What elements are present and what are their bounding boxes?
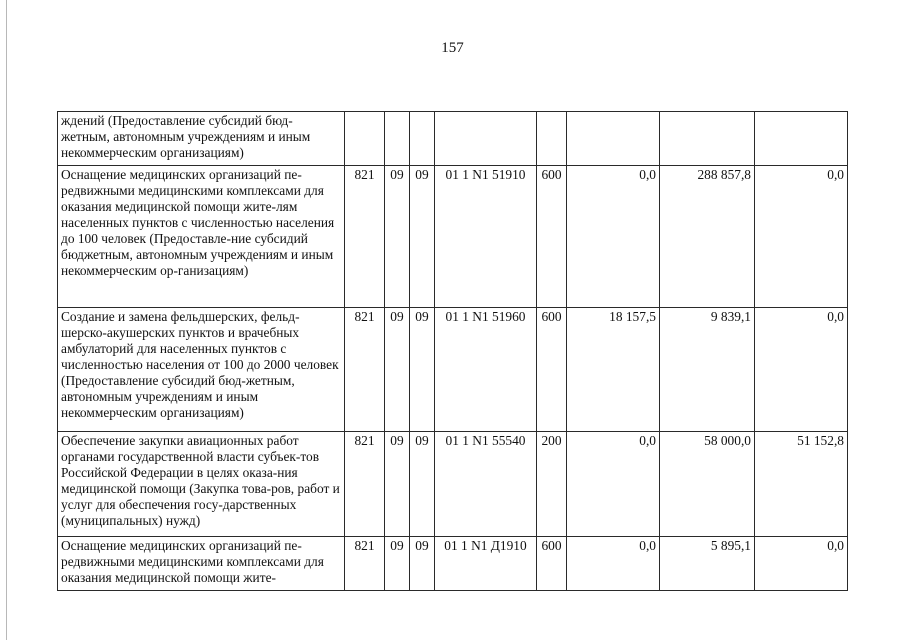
cell-ministry (345, 112, 385, 166)
cell-target-article: 01 1 N1 Д1910 (435, 537, 537, 591)
table-row (58, 432, 848, 537)
cell-description: ждений (Предоставление субсидий бюд-жетным, автономным учреждениям и иным некоммерческим организациям) (58, 112, 345, 166)
cell-amount-3: 0,0 (755, 537, 848, 591)
cell-description: Создание и замена фельдшерских, фельд-шерско-акушерских пунктов и врачебных амбулаторий для населенных пунктов с численностью населения от 100 до 2000 человек (Предоставление субсидий бюд-жетным, автономным учреждениям и иным некоммерческим организациям) (58, 308, 345, 432)
cell-ministry: 821 (345, 432, 385, 537)
cell-description: Оснащение медицинских организаций пе-редвижными медицинскими комплексами для оказания медицинской помощи жите- (58, 537, 345, 591)
cell-amount-1: 0,0 (567, 537, 660, 591)
cell-amount-1: 18 157,5 (567, 308, 660, 432)
cell-target-article: 01 1 N1 51910 (435, 166, 537, 308)
cell-amount-2 (660, 112, 755, 166)
cell-amount-1 (567, 112, 660, 166)
page-left-edge (6, 0, 7, 640)
cell-amount-1: 0,0 (567, 432, 660, 537)
cell-amount-2: 5 895,1 (660, 537, 755, 591)
table-row (58, 537, 848, 591)
cell-amount-2: 58 000,0 (660, 432, 755, 537)
cell-description: Оснащение медицинских организаций пе-редвижными медицинскими комплексами для оказания медицинской помощи жите-лям населенных пунктов с численностью населения до 100 человек (Предоставле-ние субсидий бюджетным, автономным учреждениям и иным некоммерческим ор-ганизациям) (58, 166, 345, 308)
cell-amount-1: 0,0 (567, 166, 660, 308)
cell-subsection (410, 112, 435, 166)
cell-section: 09 (385, 537, 410, 591)
page-number: 157 (441, 40, 464, 56)
cell-amount-2: 288 857,8 (660, 166, 755, 308)
cell-expense-type: 600 (537, 166, 567, 308)
cell-section: 09 (385, 166, 410, 308)
cell-target-article (435, 112, 537, 166)
cell-amount-3: 0,0 (755, 308, 848, 432)
cell-ministry: 821 (345, 308, 385, 432)
cell-expense-type: 200 (537, 432, 567, 537)
cell-description: Обеспечение закупки авиационных работ органами государственной власти субъек-тов Российской Федерации в целях оказа-ния медицинской помощи (Закупка това-ров, работ и услуг для обеспечения госу-дарственных (муниципальных) нужд) (58, 432, 345, 537)
cell-target-article: 01 1 N1 55540 (435, 432, 537, 537)
cell-expense-type: 600 (537, 537, 567, 591)
cell-subsection: 09 (410, 432, 435, 537)
table-row (58, 166, 848, 308)
cell-amount-3: 51 152,8 (755, 432, 848, 537)
cell-subsection: 09 (410, 166, 435, 308)
cell-subsection: 09 (410, 537, 435, 591)
cell-section (385, 112, 410, 166)
cell-ministry: 821 (345, 537, 385, 591)
cell-section: 09 (385, 432, 410, 537)
table-row (58, 112, 848, 166)
cell-subsection: 09 (410, 308, 435, 432)
cell-expense-type: 600 (537, 308, 567, 432)
cell-section: 09 (385, 308, 410, 432)
budget-table (57, 111, 848, 591)
cell-target-article: 01 1 N1 51960 (435, 308, 537, 432)
table-row (58, 308, 848, 432)
cell-amount-2: 9 839,1 (660, 308, 755, 432)
cell-amount-3 (755, 112, 848, 166)
cell-ministry: 821 (345, 166, 385, 308)
cell-amount-3: 0,0 (755, 166, 848, 308)
cell-expense-type (537, 112, 567, 166)
